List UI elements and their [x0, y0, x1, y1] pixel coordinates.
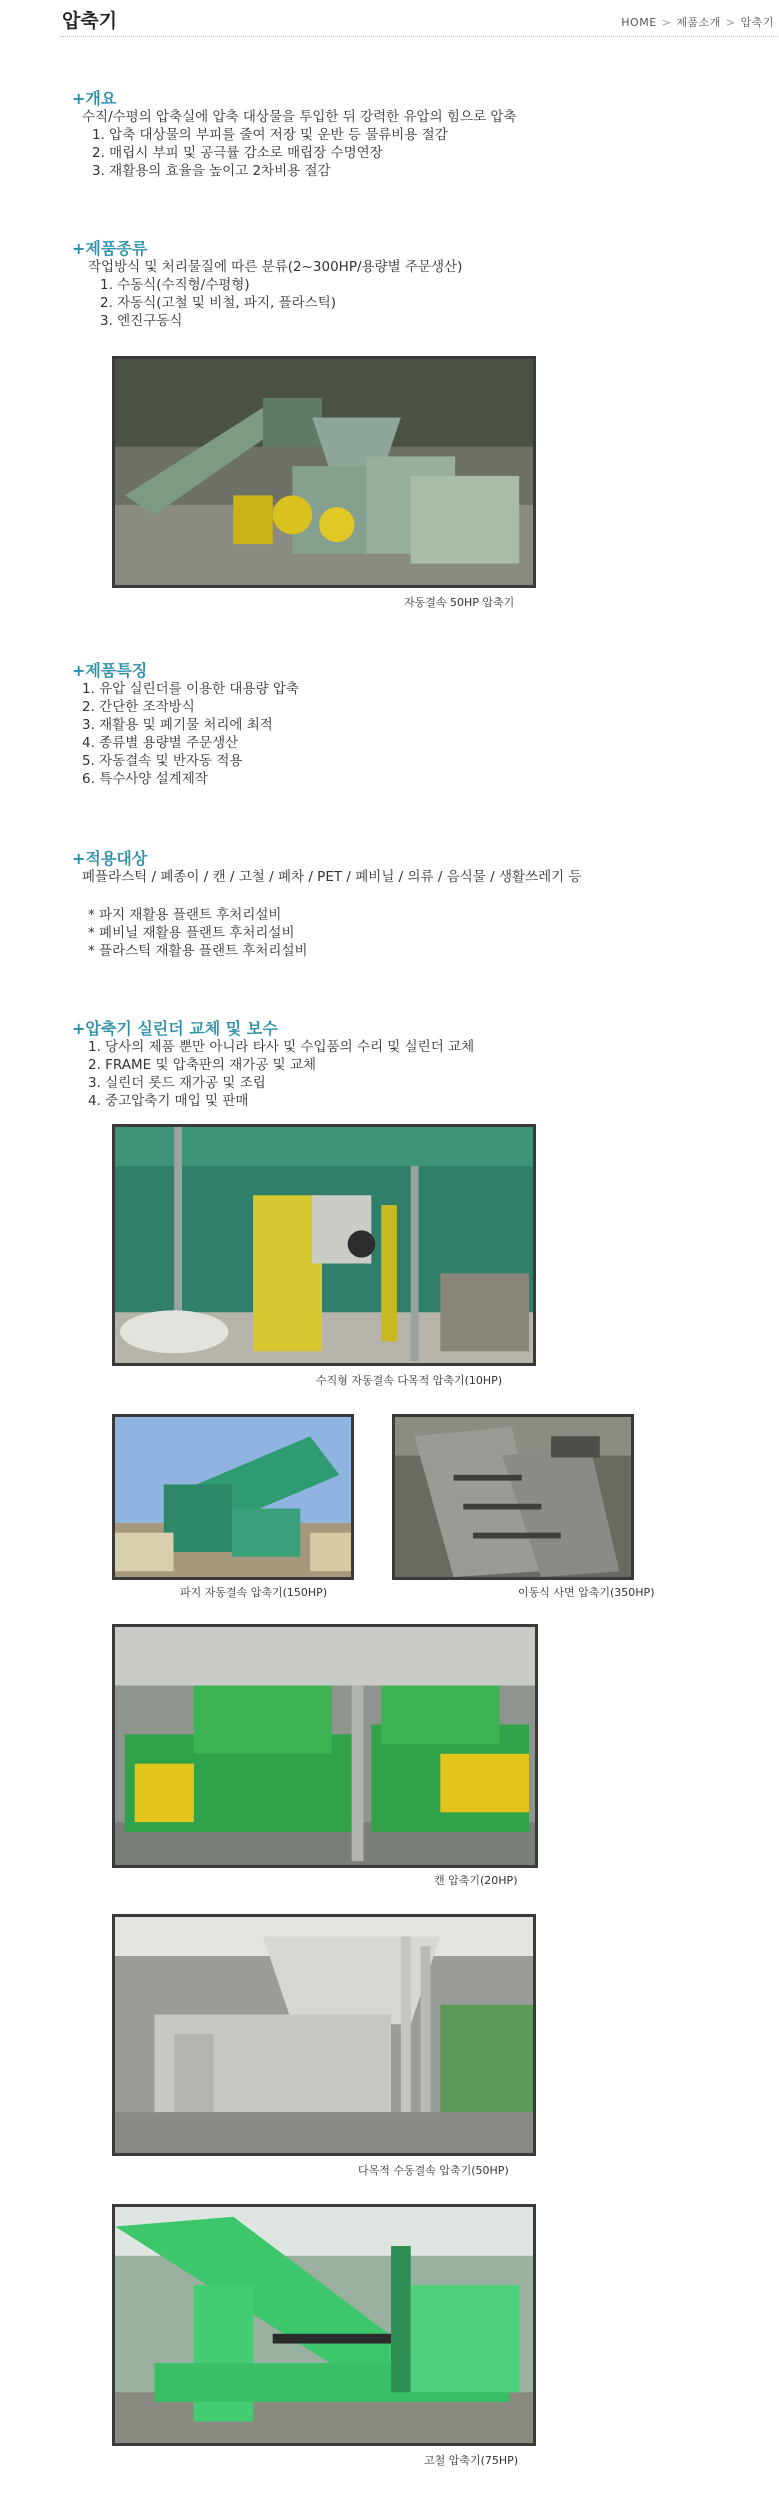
photo-caption: 이동식 사면 압축기(350HP)	[518, 1586, 655, 1599]
targets-item: * 폐비닐 재활용 플랜트 후처리설비	[88, 925, 295, 941]
photo-caption: 캔 압축기(20HP)	[434, 1874, 518, 1887]
overview-item: 3. 재활용의 효율을 높이고 2차비용 절감	[92, 163, 331, 179]
targets-item: * 파지 재활용 플랜트 후처리설비	[88, 907, 282, 923]
section-title-types: +제품종류	[72, 239, 148, 258]
baler-20hp-photo	[112, 1624, 538, 1868]
features-item: 1. 유압 실린더를 이용한 대용량 압축	[82, 681, 299, 697]
features-item: 6. 특수사양 설계제작	[82, 771, 208, 787]
photo-caption: 고철 압축기(75HP)	[424, 2454, 519, 2467]
features-item: 4. 종류별 용량별 주문생산	[82, 735, 239, 751]
page-header	[60, 0, 778, 37]
baler-150hp-photo	[112, 1414, 354, 1580]
baler-50hp-manual-photo	[112, 1914, 536, 2156]
repair-item: 1. 당사의 제품 뿐만 아니라 타사 및 수입품의 수리 및 실린더 교체	[88, 1039, 475, 1055]
types-intro: 작업방식 및 처리물질에 따른 분류(2~300HP/용량별 주문생산)	[88, 259, 463, 275]
breadcrumb-home[interactable]: HOME	[621, 16, 657, 29]
photo-caption: 수직형 자동결속 다목적 압축기(10HP)	[316, 1374, 503, 1387]
page-title: 압축기	[62, 10, 118, 32]
features-item: 2. 간단한 조작방식	[82, 699, 195, 715]
section-title-overview: +개요	[72, 89, 117, 108]
overview-item: 2. 매립시 부피 및 공극률 감소로 매립장 수명연장	[92, 145, 383, 161]
breadcrumb-separator-icon: >	[725, 16, 736, 29]
breadcrumb-separator-icon: >	[661, 16, 672, 29]
photo-caption: 자동결속 50HP 압축기	[404, 596, 515, 609]
targets-intro: 폐플라스틱 / 폐종이 / 캔 / 고철 / 폐차 / PET / 폐비닐 / 의류 / 음식물 / 생활쓰레기 등	[82, 869, 582, 885]
breadcrumb	[621, 14, 774, 30]
types-item: 3. 엔진구동식	[100, 313, 183, 329]
types-item: 2. 자동식(고철 및 비철, 파지, 플라스틱)	[100, 295, 337, 311]
baler-50hp-photo	[112, 356, 536, 588]
photo-caption: 다목적 수동결속 압축기(50HP)	[358, 2164, 509, 2177]
baler-350hp-photo	[392, 1414, 634, 1580]
baler-10hp-photo	[112, 1124, 536, 1366]
section-title-features: +제품특징	[72, 661, 148, 680]
targets-item: * 플라스틱 재활용 플랜트 후처리설비	[88, 943, 308, 959]
repair-item: 4. 중고압축기 매입 및 판매	[88, 1093, 249, 1109]
repair-item: 3. 실린더 롯드 재가공 및 조립	[88, 1075, 266, 1091]
repair-item: 2. FRAME 및 압축판의 재가공 및 교체	[88, 1057, 317, 1073]
baler-75hp-photo	[112, 2204, 536, 2446]
features-item: 3. 재활용 및 폐기물 처리에 최적	[82, 717, 273, 733]
section-title-targets: +적용대상	[72, 849, 148, 868]
types-item: 1. 수동식(수직형/수평형)	[100, 277, 250, 293]
photo-caption: 파지 자동결속 압축기(150HP)	[180, 1586, 328, 1599]
breadcrumb-products[interactable]: 제품소개	[676, 16, 721, 29]
overview-intro: 수직/수평의 압축실에 압축 대상물을 투입한 뒤 강력한 유압의 힘으로 압축	[82, 109, 517, 125]
features-item: 5. 자동결속 및 반자동 적용	[82, 753, 243, 769]
section-title-repair: +압축기 실린더 교체 및 보수	[72, 1019, 278, 1038]
overview-item: 1. 압축 대상물의 부피를 줄여 저장 및 운반 등 물류비용 절감	[92, 127, 448, 143]
breadcrumb-current: 압축기	[740, 16, 774, 29]
